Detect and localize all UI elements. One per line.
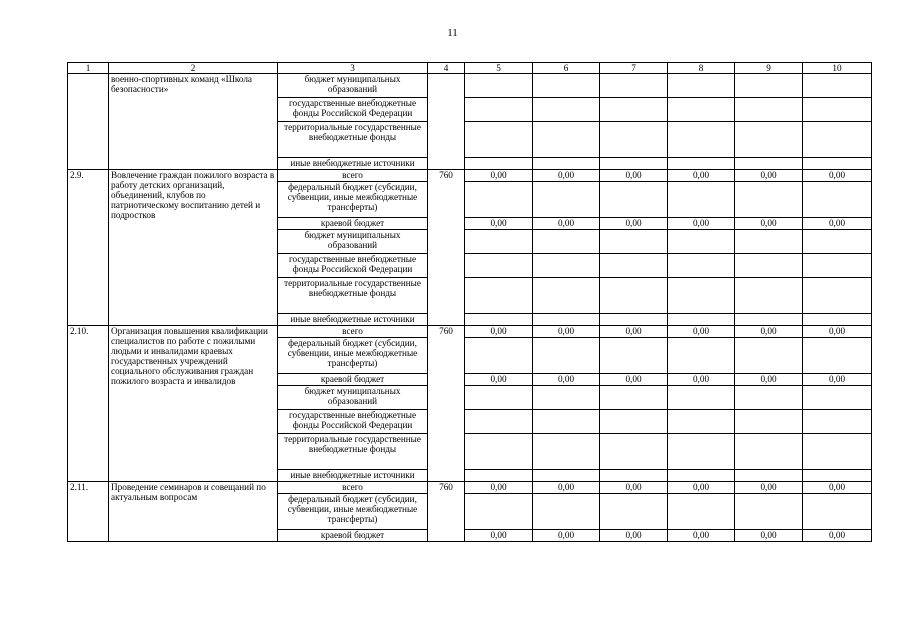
funding-source: территориальные государственные внебюджетные фонды <box>278 278 428 314</box>
column-header: 9 <box>735 63 803 74</box>
amount-cell <box>465 74 533 98</box>
amount-cell <box>735 494 803 530</box>
funding-source: федеральный бюджет (субсидии, субвенции, иные межбюджетные трансферты) <box>278 338 428 374</box>
amount-cell <box>465 278 533 314</box>
amount-cell <box>803 494 872 530</box>
amount-cell <box>533 98 600 122</box>
funding-source: территориальные государственные внебюджетные фонды <box>278 434 428 470</box>
amount-cell <box>735 74 803 98</box>
amount-cell <box>533 470 600 482</box>
column-header: 8 <box>668 63 735 74</box>
amount-cell <box>668 278 735 314</box>
amount-cell: 0,00 <box>668 326 735 338</box>
amount-cell <box>533 182 600 218</box>
amount-cell <box>600 122 668 158</box>
amount-cell <box>735 98 803 122</box>
funding-source: бюджет муниципальных образований <box>278 74 428 98</box>
funding-source: иные внебюджетные источники <box>278 470 428 482</box>
amount-cell: 0,00 <box>668 482 735 494</box>
amount-cell <box>533 278 600 314</box>
amount-cell: 0,00 <box>735 482 803 494</box>
amount-cell <box>465 230 533 254</box>
amount-cell <box>600 182 668 218</box>
amount-cell: 0,00 <box>803 170 872 182</box>
column-header: 5 <box>465 63 533 74</box>
amount-cell <box>803 254 872 278</box>
amount-cell <box>533 74 600 98</box>
amount-cell <box>465 314 533 326</box>
amount-cell <box>533 434 600 470</box>
amount-cell: 0,00 <box>668 218 735 230</box>
amount-cell <box>533 386 600 410</box>
amount-cell <box>668 494 735 530</box>
amount-cell <box>465 386 533 410</box>
column-header: 6 <box>533 63 600 74</box>
amount-cell <box>668 314 735 326</box>
item-name: военно-спортивных команд «Школа безопасности» <box>109 74 278 170</box>
amount-cell <box>533 494 600 530</box>
amount-cell: 0,00 <box>533 170 600 182</box>
funding-source: всего <box>278 482 428 494</box>
amount-cell <box>668 338 735 374</box>
amount-cell <box>735 182 803 218</box>
amount-cell <box>803 158 872 170</box>
amount-cell: 0,00 <box>600 170 668 182</box>
funding-source: иные внебюджетные источники <box>278 158 428 170</box>
amount-cell: 0,00 <box>668 530 735 542</box>
amount-cell <box>600 410 668 434</box>
amount-cell <box>600 338 668 374</box>
amount-cell <box>735 470 803 482</box>
amount-cell: 0,00 <box>735 374 803 386</box>
amount-cell <box>803 230 872 254</box>
amount-cell: 0,00 <box>735 530 803 542</box>
amount-cell <box>465 182 533 218</box>
amount-cell <box>735 410 803 434</box>
funding-source: федеральный бюджет (субсидии, субвенции, иные межбюджетные трансферты) <box>278 494 428 530</box>
amount-cell <box>533 314 600 326</box>
amount-cell <box>600 314 668 326</box>
amount-cell: 0,00 <box>465 326 533 338</box>
amount-cell: 0,00 <box>600 218 668 230</box>
amount-cell <box>668 122 735 158</box>
budget-code: 760 <box>428 482 465 542</box>
amount-cell <box>465 122 533 158</box>
item-name: Проведение семинаров и совещаний по актуальным вопросам <box>109 482 278 542</box>
amount-cell <box>600 278 668 314</box>
item-number: 2.9. <box>68 170 109 326</box>
budget-table <box>67 62 872 542</box>
amount-cell <box>803 410 872 434</box>
amount-cell: 0,00 <box>533 482 600 494</box>
amount-cell: 0,00 <box>533 326 600 338</box>
amount-cell <box>668 74 735 98</box>
amount-cell <box>465 410 533 434</box>
table-row <box>68 170 872 182</box>
amount-cell <box>735 230 803 254</box>
amount-cell: 0,00 <box>533 374 600 386</box>
funding-source: краевой бюджет <box>278 218 428 230</box>
amount-cell <box>803 98 872 122</box>
column-header: 4 <box>428 63 465 74</box>
table-row <box>68 326 872 338</box>
funding-source: государственные внебюджетные фонды Российской Федерации <box>278 254 428 278</box>
item-number: 2.10. <box>68 326 109 482</box>
funding-source: всего <box>278 170 428 182</box>
column-header: 7 <box>600 63 668 74</box>
amount-cell <box>600 434 668 470</box>
amount-cell: 0,00 <box>735 170 803 182</box>
amount-cell: 0,00 <box>803 482 872 494</box>
amount-cell: 0,00 <box>465 218 533 230</box>
amount-cell <box>668 434 735 470</box>
amount-cell: 0,00 <box>600 482 668 494</box>
amount-cell <box>735 122 803 158</box>
amount-cell: 0,00 <box>465 170 533 182</box>
funding-source: государственные внебюджетные фонды Российской Федерации <box>278 98 428 122</box>
column-header: 10 <box>803 63 872 74</box>
item-number <box>68 74 109 170</box>
amount-cell <box>465 494 533 530</box>
amount-cell <box>600 230 668 254</box>
funding-source: краевой бюджет <box>278 374 428 386</box>
amount-cell <box>465 158 533 170</box>
amount-cell <box>600 254 668 278</box>
amount-cell <box>803 386 872 410</box>
amount-cell: 0,00 <box>803 530 872 542</box>
amount-cell <box>803 434 872 470</box>
budget-code: 760 <box>428 326 465 482</box>
funding-source: всего <box>278 326 428 338</box>
page-number: 11 <box>447 27 458 39</box>
amount-cell: 0,00 <box>803 374 872 386</box>
funding-source: государственные внебюджетные фонды Российской Федерации <box>278 410 428 434</box>
amount-cell <box>600 494 668 530</box>
amount-cell: 0,00 <box>735 218 803 230</box>
funding-source: федеральный бюджет (субсидии, субвенции, иные межбюджетные трансферты) <box>278 182 428 218</box>
amount-cell <box>668 470 735 482</box>
amount-cell <box>533 254 600 278</box>
amount-cell <box>600 386 668 410</box>
amount-cell <box>465 254 533 278</box>
amount-cell <box>465 98 533 122</box>
amount-cell: 0,00 <box>600 326 668 338</box>
amount-cell: 0,00 <box>803 326 872 338</box>
budget-code: 760 <box>428 170 465 326</box>
amount-cell <box>803 314 872 326</box>
funding-source: территориальные государственные внебюджетные фонды <box>278 122 428 158</box>
amount-cell <box>803 122 872 158</box>
budget-code <box>428 74 465 170</box>
amount-cell <box>668 158 735 170</box>
amount-cell <box>735 278 803 314</box>
amount-cell <box>600 98 668 122</box>
amount-cell <box>803 74 872 98</box>
amount-cell <box>735 158 803 170</box>
column-header: 3 <box>278 63 428 74</box>
amount-cell: 0,00 <box>465 482 533 494</box>
amount-cell <box>600 470 668 482</box>
column-header-row <box>68 63 872 74</box>
amount-cell <box>735 314 803 326</box>
amount-cell <box>465 470 533 482</box>
amount-cell: 0,00 <box>600 374 668 386</box>
funding-source: бюджет муниципальных образований <box>278 386 428 410</box>
amount-cell <box>533 338 600 374</box>
amount-cell <box>533 158 600 170</box>
amount-cell <box>735 338 803 374</box>
amount-cell <box>668 182 735 218</box>
amount-cell: 0,00 <box>533 218 600 230</box>
funding-source: бюджет муниципальных образований <box>278 230 428 254</box>
column-header: 2 <box>109 63 278 74</box>
amount-cell <box>668 386 735 410</box>
amount-cell <box>803 338 872 374</box>
funding-source: иные внебюджетные источники <box>278 314 428 326</box>
amount-cell <box>803 182 872 218</box>
amount-cell <box>465 338 533 374</box>
amount-cell: 0,00 <box>600 530 668 542</box>
amount-cell <box>668 410 735 434</box>
amount-cell: 0,00 <box>533 530 600 542</box>
amount-cell <box>600 74 668 98</box>
amount-cell <box>600 158 668 170</box>
amount-cell <box>533 230 600 254</box>
amount-cell <box>533 410 600 434</box>
item-name: Вовлечение граждан пожилого возраста в работу детских организаций, объединений, клубов по патриотическому воспитанию детей и подростков <box>109 170 278 326</box>
item-number: 2.11. <box>68 482 109 542</box>
amount-cell <box>735 434 803 470</box>
amount-cell <box>735 386 803 410</box>
table-row <box>68 482 872 494</box>
amount-cell: 0,00 <box>465 374 533 386</box>
amount-cell <box>803 470 872 482</box>
amount-cell <box>465 434 533 470</box>
amount-cell <box>533 122 600 158</box>
amount-cell <box>803 278 872 314</box>
amount-cell: 0,00 <box>668 374 735 386</box>
amount-cell <box>735 254 803 278</box>
amount-cell <box>668 98 735 122</box>
amount-cell <box>668 254 735 278</box>
amount-cell: 0,00 <box>735 326 803 338</box>
amount-cell <box>668 230 735 254</box>
amount-cell: 0,00 <box>465 530 533 542</box>
table-row <box>68 74 872 98</box>
amount-cell: 0,00 <box>668 170 735 182</box>
amount-cell: 0,00 <box>803 218 872 230</box>
column-header: 1 <box>68 63 109 74</box>
funding-source: краевой бюджет <box>278 530 428 542</box>
item-name: Организация повышения квалификации специалистов по работе с пожилыми людьми и инвалидами краевых государственных учреждений социального обслуживания граждан пожилого возраста и инвалидов <box>109 326 278 482</box>
